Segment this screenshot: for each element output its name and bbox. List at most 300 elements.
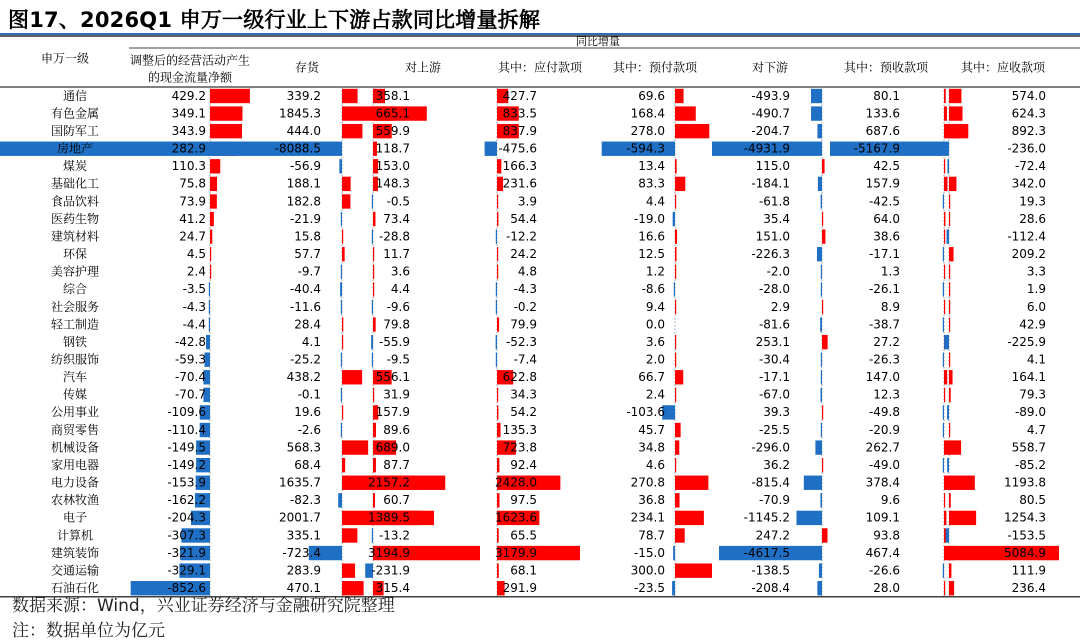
value-bar bbox=[949, 124, 968, 138]
value-bar bbox=[342, 229, 343, 243]
row-label: 煤炭 bbox=[62, 159, 88, 174]
value-label: 153.0 bbox=[375, 159, 410, 174]
value-bar bbox=[822, 159, 825, 173]
value-label: -475.6 bbox=[498, 141, 537, 156]
row-label: 综合 bbox=[62, 282, 88, 297]
value-label: 3.6 bbox=[645, 334, 665, 349]
value-bar bbox=[675, 423, 681, 437]
value-label: -110.4 bbox=[167, 422, 206, 437]
value-label: 1635.7 bbox=[279, 475, 321, 490]
value-label: 34.8 bbox=[638, 440, 665, 455]
value-label: 4.7 bbox=[1026, 422, 1046, 437]
value-label: 12.3 bbox=[873, 387, 900, 402]
value-label: -149.5 bbox=[167, 440, 206, 455]
value-bar bbox=[944, 265, 945, 279]
value-label: 111.9 bbox=[1011, 563, 1046, 578]
value-bar bbox=[372, 229, 373, 243]
value-bar bbox=[675, 265, 676, 279]
value-bar bbox=[675, 300, 676, 314]
value-label: -2.0 bbox=[766, 264, 790, 279]
value-bar bbox=[206, 335, 210, 349]
value-label: -28.0 bbox=[758, 282, 790, 297]
value-label: -594.3 bbox=[626, 141, 665, 156]
value-bar bbox=[497, 563, 499, 577]
value-bar bbox=[210, 229, 212, 243]
value-label: 3.3 bbox=[1026, 264, 1046, 279]
value-label: 378.4 bbox=[865, 475, 900, 490]
value-label: 89.6 bbox=[383, 422, 410, 437]
value-bar bbox=[944, 581, 945, 595]
value-bar bbox=[820, 317, 822, 331]
value-label: -30.4 bbox=[758, 352, 790, 367]
value-label: -184.1 bbox=[751, 176, 790, 191]
value-bar bbox=[675, 440, 679, 454]
value-label: -9.6 bbox=[386, 299, 410, 314]
value-bar bbox=[342, 317, 343, 331]
value-bar bbox=[949, 89, 961, 103]
value-label: 4.6 bbox=[645, 457, 665, 472]
value-bar bbox=[497, 194, 498, 208]
value-bar bbox=[372, 300, 373, 314]
value-bar bbox=[821, 194, 822, 208]
row-label: 建筑材料 bbox=[50, 229, 100, 244]
value-bar bbox=[944, 493, 945, 507]
value-label: -815.4 bbox=[751, 475, 790, 490]
value-label: 358.1 bbox=[375, 88, 410, 103]
value-bar bbox=[822, 335, 828, 349]
value-bar bbox=[949, 440, 961, 454]
value-label: 79.9 bbox=[510, 317, 537, 332]
value-bar bbox=[675, 247, 677, 261]
value-label: 54.4 bbox=[510, 211, 537, 226]
value-bar bbox=[817, 581, 822, 595]
row-label: 石油石化 bbox=[50, 581, 100, 596]
value-bar bbox=[210, 194, 217, 208]
value-label: -225.9 bbox=[1007, 334, 1046, 349]
value-label: 28.0 bbox=[873, 581, 900, 596]
value-label: 283.9 bbox=[286, 563, 321, 578]
value-label: -3.5 bbox=[182, 282, 206, 297]
value-bar bbox=[210, 159, 220, 173]
value-label: 9.4 bbox=[645, 299, 665, 314]
value-label: 568.3 bbox=[286, 440, 321, 455]
row-label: 电子 bbox=[62, 510, 88, 525]
value-label: 118.7 bbox=[375, 141, 410, 156]
value-label: -149.2 bbox=[167, 457, 206, 472]
value-label: -72.4 bbox=[1014, 159, 1046, 174]
value-bar bbox=[946, 528, 949, 542]
value-label: -0.1 bbox=[297, 387, 321, 402]
value-label: -153.9 bbox=[167, 475, 206, 490]
value-bar bbox=[372, 528, 373, 542]
value-label: -138.5 bbox=[751, 563, 790, 578]
value-label: 3.6 bbox=[390, 264, 410, 279]
value-bar bbox=[341, 300, 342, 314]
value-label: 38.6 bbox=[873, 229, 900, 244]
value-label: 64.0 bbox=[873, 211, 900, 226]
value-label: 80.1 bbox=[873, 88, 900, 103]
source-note: 数据来源：Wind，兴业证券经济与金融研究院整理 bbox=[12, 596, 395, 616]
value-label: -67.0 bbox=[758, 387, 790, 402]
value-label: 75.8 bbox=[179, 176, 206, 191]
value-bar bbox=[342, 177, 351, 191]
value-bar bbox=[496, 282, 497, 296]
value-label: 1.2 bbox=[645, 264, 665, 279]
value-label: 339.2 bbox=[286, 88, 321, 103]
value-bar bbox=[675, 458, 676, 472]
data-table-chart bbox=[0, 35, 1080, 596]
value-label: -42.5 bbox=[868, 194, 900, 209]
value-bar bbox=[949, 511, 976, 525]
value-bar bbox=[342, 247, 345, 261]
value-label: 8.9 bbox=[880, 299, 900, 314]
value-label: -82.3 bbox=[289, 493, 321, 508]
value-label: -40.4 bbox=[289, 282, 321, 297]
value-bar bbox=[943, 423, 944, 437]
value-label: 42.5 bbox=[873, 159, 900, 174]
value-label: 236.4 bbox=[1011, 581, 1046, 596]
value-label: -20.9 bbox=[868, 422, 900, 437]
value-label: 188.1 bbox=[286, 176, 321, 191]
value-label: -38.7 bbox=[868, 317, 900, 332]
value-label: -15.0 bbox=[633, 545, 665, 560]
value-label: -49.0 bbox=[868, 457, 900, 472]
value-label: 300.0 bbox=[630, 563, 665, 578]
value-bar bbox=[210, 247, 211, 261]
value-label: 1193.8 bbox=[1004, 475, 1046, 490]
value-label: 93.8 bbox=[873, 528, 900, 543]
value-label: -11.6 bbox=[289, 299, 321, 314]
value-label: 60.7 bbox=[383, 493, 410, 508]
value-label: 837.9 bbox=[502, 123, 537, 138]
value-label: -19.0 bbox=[633, 211, 665, 226]
value-label: -2.6 bbox=[297, 422, 321, 437]
value-bar bbox=[944, 300, 945, 314]
value-bar bbox=[675, 106, 696, 120]
value-bar bbox=[949, 282, 950, 296]
value-bar bbox=[944, 229, 945, 243]
value-label: 209.2 bbox=[1011, 247, 1046, 262]
value-bar bbox=[944, 159, 945, 173]
value-bar bbox=[342, 458, 345, 472]
value-bar bbox=[373, 423, 376, 437]
value-label: 558.7 bbox=[1011, 440, 1046, 455]
row-label: 医药生物 bbox=[50, 211, 100, 226]
value-bar bbox=[949, 563, 951, 577]
row-label: 传媒 bbox=[62, 387, 88, 402]
value-bar bbox=[822, 528, 828, 542]
value-label: -153.5 bbox=[1007, 528, 1046, 543]
value-label: 65.5 bbox=[510, 528, 537, 543]
value-label: -49.8 bbox=[868, 405, 900, 420]
value-label: 115.0 bbox=[755, 159, 790, 174]
page-title: 图17、2026Q1 申万一级行业上下游占款同比增量拆解 bbox=[8, 8, 541, 32]
value-label: 9.6 bbox=[880, 493, 900, 508]
row-label: 社会服务 bbox=[50, 299, 100, 314]
column-header: 调整后的经营活动产生 bbox=[129, 53, 251, 68]
value-bar bbox=[821, 353, 822, 367]
value-bar bbox=[949, 265, 950, 279]
value-label: -0.5 bbox=[386, 194, 410, 209]
row-label: 交通运输 bbox=[50, 563, 100, 578]
value-label: 574.0 bbox=[1011, 88, 1046, 103]
value-bar bbox=[373, 493, 375, 507]
value-label: 0.0 bbox=[645, 317, 665, 332]
value-bar bbox=[338, 493, 342, 507]
row-label: 汽车 bbox=[62, 370, 88, 385]
value-bar bbox=[817, 247, 822, 261]
value-label: -56.9 bbox=[289, 159, 321, 174]
row-label: 基础化工 bbox=[50, 176, 100, 191]
value-bar bbox=[372, 353, 373, 367]
value-bar bbox=[819, 563, 822, 577]
value-bar bbox=[672, 581, 675, 595]
value-label: 79.8 bbox=[383, 317, 410, 332]
value-bar bbox=[673, 212, 675, 226]
value-label: 833.5 bbox=[502, 106, 537, 121]
value-label: -208.4 bbox=[751, 581, 790, 596]
value-label: -723.4 bbox=[282, 545, 321, 560]
value-bar bbox=[675, 159, 677, 173]
value-label: -4.3 bbox=[513, 282, 537, 297]
value-bar bbox=[496, 353, 497, 367]
value-label: 78.7 bbox=[638, 528, 665, 543]
value-bar bbox=[944, 106, 947, 120]
value-label: -85.2 bbox=[1014, 457, 1046, 472]
value-label: 45.7 bbox=[638, 422, 665, 437]
value-label: -493.9 bbox=[751, 88, 790, 103]
value-label: 68.4 bbox=[294, 457, 321, 472]
value-bar bbox=[341, 212, 342, 226]
value-bar bbox=[342, 563, 355, 577]
value-bar bbox=[371, 335, 373, 349]
value-label: 42.9 bbox=[1019, 317, 1046, 332]
value-bar bbox=[373, 317, 376, 331]
value-label: 4.1 bbox=[1026, 352, 1046, 367]
value-bar bbox=[944, 511, 946, 525]
value-bar bbox=[210, 177, 217, 191]
value-bar bbox=[210, 106, 242, 120]
column-header: 其中：预付款项 bbox=[612, 60, 698, 75]
value-bar bbox=[673, 546, 675, 560]
value-label: -112.4 bbox=[1007, 229, 1046, 244]
value-bar bbox=[820, 493, 822, 507]
row-header-label: 申万一级 bbox=[40, 51, 90, 66]
value-bar bbox=[811, 106, 822, 120]
value-label: 1623.6 bbox=[495, 510, 537, 525]
value-label: 69.6 bbox=[638, 88, 665, 103]
value-bar bbox=[341, 423, 342, 437]
value-bar bbox=[497, 159, 501, 173]
value-bar bbox=[675, 370, 683, 384]
value-label: 133.6 bbox=[865, 106, 900, 121]
row-label: 建筑装饰 bbox=[50, 545, 100, 560]
value-label: 2.4 bbox=[186, 264, 206, 279]
value-bar bbox=[497, 212, 498, 226]
value-bar bbox=[341, 265, 342, 279]
value-label: 2.4 bbox=[645, 387, 665, 402]
value-bar bbox=[210, 124, 242, 138]
value-bar bbox=[339, 159, 342, 173]
value-label: 80.5 bbox=[1019, 493, 1046, 508]
value-label: 36.2 bbox=[763, 457, 790, 472]
value-label: 4.5 bbox=[186, 247, 206, 262]
value-bar bbox=[821, 388, 822, 402]
value-label: -296.0 bbox=[751, 440, 790, 455]
row-label: 商贸零售 bbox=[50, 422, 100, 437]
value-label: 28.6 bbox=[1019, 211, 1046, 226]
value-bar bbox=[373, 458, 376, 472]
value-bar bbox=[373, 388, 374, 402]
group-header-label: 同比增量 bbox=[576, 35, 620, 48]
value-label: -162.2 bbox=[167, 493, 206, 508]
value-label: 6.0 bbox=[1026, 299, 1046, 314]
value-label: 19.3 bbox=[1019, 194, 1046, 209]
value-label: -70.9 bbox=[758, 493, 790, 508]
value-label: -17.1 bbox=[868, 247, 900, 262]
value-bar bbox=[817, 124, 822, 138]
value-label: -103.6 bbox=[626, 405, 665, 420]
value-bar bbox=[944, 370, 947, 384]
value-label: -28.8 bbox=[378, 229, 410, 244]
value-bar bbox=[210, 89, 250, 103]
value-label: -25.2 bbox=[289, 352, 321, 367]
value-label: 54.2 bbox=[510, 405, 537, 420]
value-label: 278.0 bbox=[630, 123, 665, 138]
value-label: -26.3 bbox=[868, 352, 900, 367]
value-label: 262.7 bbox=[865, 440, 900, 455]
value-label: 11.7 bbox=[383, 247, 410, 262]
value-bar bbox=[811, 89, 822, 103]
value-bar bbox=[675, 229, 677, 243]
value-label: 164.1 bbox=[1011, 370, 1046, 385]
value-label: -329.1 bbox=[167, 563, 206, 578]
row-label: 食品饮料 bbox=[50, 194, 100, 209]
value-bar bbox=[496, 335, 497, 349]
value-label: -55.9 bbox=[378, 334, 410, 349]
value-bar bbox=[947, 458, 949, 472]
value-label: 622.8 bbox=[502, 370, 537, 385]
value-bar bbox=[675, 335, 676, 349]
value-label: 109.1 bbox=[865, 510, 900, 525]
value-label: 35.4 bbox=[763, 211, 790, 226]
value-label: -89.0 bbox=[1014, 405, 1046, 420]
value-label: -9.7 bbox=[297, 264, 321, 279]
value-label: -490.7 bbox=[751, 106, 790, 121]
value-label: 624.3 bbox=[1011, 106, 1046, 121]
value-bar bbox=[373, 282, 374, 296]
value-label: -236.0 bbox=[1007, 141, 1046, 156]
value-bar bbox=[821, 423, 822, 437]
value-label: 291.9 bbox=[502, 581, 537, 596]
value-label: 3194.9 bbox=[368, 545, 410, 560]
value-label: 148.3 bbox=[375, 176, 410, 191]
value-label: 36.8 bbox=[638, 493, 665, 508]
value-label: 28.4 bbox=[294, 317, 321, 332]
value-bar bbox=[342, 335, 343, 349]
value-label: -7.4 bbox=[513, 352, 537, 367]
value-bar bbox=[944, 440, 950, 454]
value-bar bbox=[342, 89, 358, 103]
value-label: 253.1 bbox=[755, 334, 790, 349]
value-bar bbox=[485, 142, 497, 156]
value-bar bbox=[949, 423, 950, 437]
value-label: 147.0 bbox=[865, 370, 900, 385]
value-label: 83.3 bbox=[638, 176, 665, 191]
value-label: 234.1 bbox=[630, 510, 665, 525]
value-label: 470.1 bbox=[286, 581, 321, 596]
value-label: 427.7 bbox=[502, 88, 537, 103]
value-bar bbox=[944, 177, 947, 191]
value-bar bbox=[675, 563, 712, 577]
value-label: 15.8 bbox=[294, 229, 321, 244]
value-bar bbox=[822, 458, 823, 472]
value-bar bbox=[949, 194, 950, 208]
value-label: 247.2 bbox=[755, 528, 790, 543]
value-bar bbox=[342, 528, 357, 542]
value-bar bbox=[342, 405, 343, 419]
value-bar bbox=[342, 440, 368, 454]
row-label: 电力设备 bbox=[50, 475, 100, 490]
row-label: 计算机 bbox=[56, 528, 94, 543]
value-label: -8.6 bbox=[641, 282, 665, 297]
row-label: 国防军工 bbox=[50, 123, 100, 138]
value-bar bbox=[815, 440, 822, 454]
value-bar bbox=[943, 247, 944, 261]
value-label: -26.1 bbox=[868, 282, 900, 297]
value-bar bbox=[373, 265, 374, 279]
row-label: 美容护理 bbox=[50, 264, 100, 279]
value-label: -852.6 bbox=[167, 581, 206, 596]
value-label: -42.8 bbox=[174, 334, 206, 349]
value-label: 429.2 bbox=[171, 88, 206, 103]
value-label: 92.4 bbox=[510, 457, 537, 472]
value-label: -5167.9 bbox=[853, 141, 900, 156]
value-bar bbox=[818, 177, 822, 191]
value-label: 687.6 bbox=[865, 123, 900, 138]
value-label: 1845.3 bbox=[279, 106, 321, 121]
value-bar bbox=[943, 563, 944, 577]
value-label: 87.7 bbox=[383, 457, 410, 472]
value-label: 39.3 bbox=[763, 405, 790, 420]
value-bar bbox=[675, 388, 676, 402]
value-label: 97.5 bbox=[510, 493, 537, 508]
value-label: 1389.5 bbox=[368, 510, 410, 525]
value-bar bbox=[497, 388, 498, 402]
value-label: 467.4 bbox=[865, 545, 900, 560]
value-bar bbox=[796, 511, 822, 525]
value-label: 27.2 bbox=[873, 334, 900, 349]
column-header-line2: 的现金流量净额 bbox=[147, 70, 233, 85]
value-label: -321.9 bbox=[167, 545, 206, 560]
value-label: -1145.2 bbox=[743, 510, 790, 525]
value-label: -23.5 bbox=[633, 581, 665, 596]
value-bar bbox=[944, 212, 945, 226]
value-bar bbox=[675, 528, 685, 542]
value-label: 13.4 bbox=[638, 159, 665, 174]
row-label: 农林牧渔 bbox=[50, 493, 100, 508]
value-bar bbox=[675, 194, 676, 208]
column-header: 对上游 bbox=[404, 60, 442, 75]
value-bar bbox=[944, 142, 949, 156]
column-header: 其中：应付款项 bbox=[497, 60, 583, 75]
value-bar bbox=[949, 212, 950, 226]
value-label: 665.1 bbox=[375, 106, 410, 121]
value-bar bbox=[675, 353, 676, 367]
value-bar bbox=[496, 229, 497, 243]
column-header: 对下游 bbox=[751, 60, 789, 75]
value-bar bbox=[497, 493, 500, 507]
